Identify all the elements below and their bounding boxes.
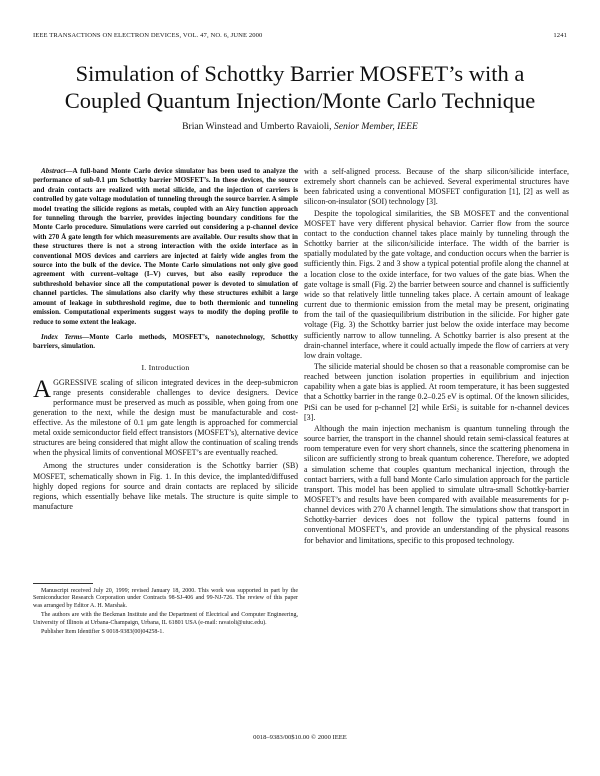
- abstract: [33, 167, 298, 327]
- author-line: [0, 121, 600, 132]
- footnote-affiliation: The authors are with the Beckman Institute and the Department of Electrical and Computer Engineering, University of Illinois at Urbana-Champaign, Urbana, IL 61801 USA (e-mail: ravaioli@uiuc.edu).: [33, 612, 298, 626]
- footnotes: [33, 588, 298, 638]
- title-line-1: Simulation of Schottky Barrier MOSFET’s with a: [75, 61, 525, 86]
- intro-paragraph-1: [33, 375, 298, 459]
- right-paragraph-4: Although the main injection mechanism is quantum tunneling through the source barrier, the transport in the channel should retain semi-classical features at room temperature even for very short channels, since the scattering phenomena in silicon are sufficiently strong to break quantum coherence. Therefore, we adopted a simulation scheme that couples quantum mechanical injection, through the contact barriers, with a full band Monte Carlo simulation approach for the particle transport. This model has been applied to simulate ultra-small Schottky-barrier MOSFET’s and results have been compared with available measurements for p-channel devices with 270 Å channel length. The simulations show that transport in Schottky-barrier devices does not follow the typical patterns found in conventional MOSFET’s, and provide an understanding of the physical reasons for behavior and limitations, specific to this proposed technology.: [304, 423, 569, 545]
- index-terms: [33, 333, 298, 352]
- copyright-footer: 0018–9383/00$10.00 © 2000 IEEE: [253, 734, 347, 741]
- footnote-manuscript: Manuscript received July 20, 1999; revised January 18, 2000. This work was supported in part by the Semiconductor Research Corporation under Contracts 98-SJ-406 and 99-NJ-726. The review of this paper was arranged by Editor A. H. Marshak.: [33, 588, 298, 609]
- right-paragraph-3: The silicide material should be chosen so that a reasonable compromise can be reached between junction isolation properties in equilibrium and injection capability when a gate bias is applied. At room temperature, it has been suggested that a Schottky barrier in the range 0.2–0.25 eV is optimal. Of the known silicides, PtSi can be used for p-channel [2] while ErSi₂ is suitable for n-channel devices [3].: [304, 361, 569, 422]
- drop-cap: A: [33, 375, 52, 403]
- page-number: 1241: [553, 32, 567, 39]
- section-heading-introduction: I. Introduction: [141, 362, 190, 372]
- index-terms-text: Monte Carlo methods, MOSFET’s, nanotechnology, Schottky barriers, simulation.: [33, 332, 298, 351]
- index-terms-label: Index Terms—: [41, 332, 90, 341]
- author-names: Brian Winstead and Umberto Ravaioli,: [182, 121, 332, 132]
- footnote-rule: [33, 583, 93, 584]
- journal-citation: IEEE TRANSACTIONS ON ELECTRON DEVICES, VOL. 47, NO. 6, JUNE 2000: [33, 32, 263, 39]
- author-membership: Senior Member, IEEE: [333, 121, 418, 132]
- paper-title: [20, 60, 580, 114]
- intro-paragraph-2: Among the structures under consideration is the Schottky barrier (SB) MOSFET, schematically shown in Fig. 1. In this device, the implanted/diffused highly doped regions for source and drain contacts are replaced by silicide regions, which essentially behave like metals. The structure is quite simple to manufacture: [33, 461, 298, 511]
- left-column: [33, 167, 298, 515]
- title-line-2: Coupled Quantum Injection/Monte Carlo Technique: [64, 88, 536, 113]
- abstract-text: A full-band Monte Carlo device simulator has been used to analyze the performance of sub-0.1 μm Schottky barrier MOSFET’s. In these devices, the source and drain contacts are realized with metal silicide, and the injection of carriers is controlled by gate voltage modulation of tunneling through the source barrier. A simple model treating the silicide regions as metals, coupled with an Airy function approach for tunneling through the barrier, provides injecting boundary conditions for the Monte Carlo procedure. Simulations were carried out considering a p-channel device with 270 Å gate length for which measurements are available. Our results show that in these structures there is not a strong interaction with the oxide interface as in conventional MOS devices and carriers are injected at fairly wide angles from the source into the bulk of the device. The Monte Carlo simulations not only give good agreement with current–voltage (I–V) curves, but also easily reproduce the subthreshold behavior since all the computational power is devoted to simulation of channel particles. The simulations also clarify why these structures exhibit a large amount of leakage in subthreshold regime, due to both thermionic and tunneling emission. Computational experiments suggest ways to modify the doping profile to reduce to some extent the leakage.: [33, 167, 298, 326]
- abstract-label: Abstract—: [41, 167, 73, 175]
- intro-paragraph-1-text: GGRESSIVE scaling of silicon integrated devices in the deep-submicron range presents considerable challenges to device designers. Device performance must be preserved as much as possible, when going from one generation to the next, while the design must be manufacturable and cost-effective. As the milestone of 0.1 μm gate length is approached for commercial metal oxide semiconductor field effect transistors (MOSFET’s), alternative device structures are being considered that might allow the continuation of scaling trends when the physical limits of conventional MOSFET’s are eventually reached.: [33, 377, 298, 458]
- running-header: [33, 32, 567, 39]
- right-paragraph-1: with a self-aligned process. Because of the sharp silicon/silicide interface, extremely short channels can be achieved. Several experimental structures have been fabricated using a conventional MOSFET configuration [1], [2] as well as silicon-on-insulator (SOI) technology [3].: [304, 167, 569, 207]
- footnote-publisher-id: Publisher Item Identifier S 0018-9383(00)04258-1.: [41, 629, 164, 636]
- right-paragraph-2: Despite the topological similarities, the SB MOSFET and the conventional MOSFET have very different physical behavior. Carrier flow from the source contact to the conduction channel takes place mainly by tunneling through the Schottky barrier at the silicon/silicide interface. The width of the barrier is spatially modulated by the gate voltage, and conduction occurs when the barrier is sufficiently thin. Figs. 2 and 3 show a typical potential profile along the channel at a location close to the oxide interface, for two values of the gate bias. When the gate voltage is small (Fig. 2) the barrier between source and channel is sufficiently wide so that relatively little tunneling takes place. A certain amount of leakage current due to thermionic emission from the metal may be present, originating from the tail of the quasiequilibrium distribution in the silicide. For higher gate voltage (Fig. 3) the Schottky barrier just below the oxide interface may become sufficiently narrow to allow tunneling. A Schottky barrier is also present at the drain-channel interface, where it could actually impede the flow of carriers at very low drain voltage.: [304, 208, 569, 360]
- right-column: [304, 167, 569, 547]
